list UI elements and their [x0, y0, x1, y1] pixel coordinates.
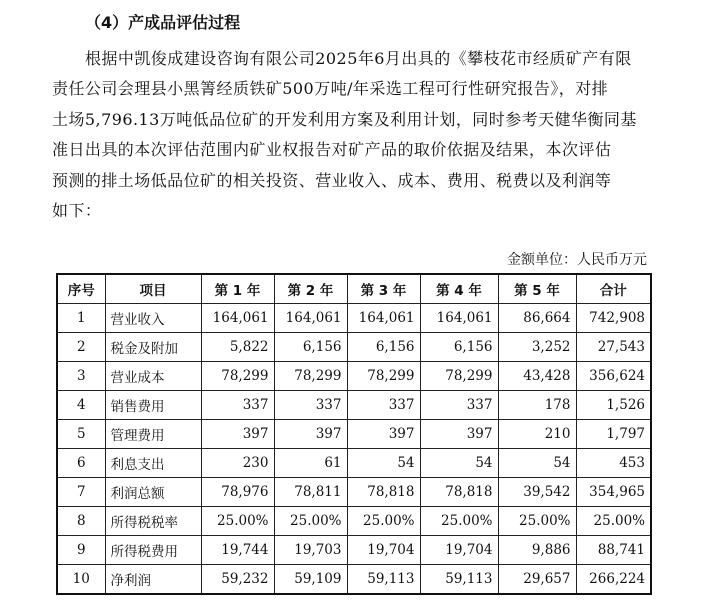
- row-number: 6: [57, 449, 105, 478]
- row-item-label: 营业成本: [105, 362, 201, 391]
- year-4-value: 78,818: [420, 478, 498, 507]
- unit-note: 金额单位：人民币万元: [507, 252, 647, 268]
- paragraph-line: 准日出具的本次评估范围内矿业权报告对矿产品的取价依据及结果，本次评估: [52, 140, 612, 160]
- year-4-value: 54: [420, 449, 498, 478]
- header-cell-year-5: 第 5 年: [498, 274, 576, 304]
- total-value: 356,624: [576, 362, 651, 391]
- year-2-value: 6,156: [274, 333, 347, 362]
- row-number: 1: [57, 304, 105, 333]
- year-4-value: 78,299: [420, 362, 498, 391]
- year-4-value: 337: [420, 391, 498, 420]
- forecast-table: [56, 273, 652, 595]
- row-item-label: 所得税税率: [105, 507, 201, 536]
- year-5-value: 54: [498, 449, 576, 478]
- year-3-value: 6,156: [347, 333, 420, 362]
- year-5-value: 25.00%: [498, 507, 576, 536]
- total-value: 25.00%: [576, 507, 651, 536]
- total-value: 453: [576, 449, 651, 478]
- year-3-value: 164,061: [347, 304, 420, 333]
- row-item-label: 所得税费用: [105, 536, 201, 565]
- year-2-value: 59,109: [274, 565, 347, 595]
- year-3-value: 337: [347, 391, 420, 420]
- total-value: 1,797: [576, 420, 651, 449]
- year-1-value: 59,232: [201, 565, 274, 595]
- table-row: [57, 420, 651, 449]
- header-cell-year-2: 第 2 年: [274, 274, 347, 304]
- year-2-value: 397: [274, 420, 347, 449]
- row-number: 2: [57, 333, 105, 362]
- row-number: 3: [57, 362, 105, 391]
- year-5-value: 9,886: [498, 536, 576, 565]
- year-5-value: 29,657: [498, 565, 576, 595]
- year-4-value: 19,704: [420, 536, 498, 565]
- year-2-value: 25.00%: [274, 507, 347, 536]
- paragraph-line: 预测的排土场低品位矿的相关投资、营业收入、成本、费用、税费以及利润等: [52, 170, 612, 190]
- table-row: [57, 507, 651, 536]
- table-header-row: [57, 274, 651, 304]
- table-row: [57, 536, 651, 565]
- year-4-value: 397: [420, 420, 498, 449]
- section-heading: （4）产成品评估过程: [85, 13, 241, 32]
- total-value: 266,224: [576, 565, 651, 595]
- year-2-value: 61: [274, 449, 347, 478]
- paragraph-line: 责任公司会理县小黑箐经质铁矿500万吨/年采选工程可行性研究报告》，对排: [52, 79, 609, 99]
- year-1-value: 78,976: [201, 478, 274, 507]
- table-row: [57, 565, 651, 595]
- table-row: [57, 391, 651, 420]
- row-number: 4: [57, 391, 105, 420]
- header-cell-year-3: 第 3 年: [347, 274, 420, 304]
- table-row: [57, 449, 651, 478]
- year-1-value: 337: [201, 391, 274, 420]
- row-number: 10: [57, 565, 105, 595]
- paragraph-line: 根据中凯俊成建设咨询有限公司2025年6月出具的《攀枝花市经质矿产有限: [85, 49, 632, 68]
- year-2-value: 337: [274, 391, 347, 420]
- year-2-value: 164,061: [274, 304, 347, 333]
- table-row: [57, 304, 651, 333]
- year-1-value: 78,299: [201, 362, 274, 391]
- row-item-label: 利息支出: [105, 449, 201, 478]
- year-2-value: 78,299: [274, 362, 347, 391]
- year-4-value: 6,156: [420, 333, 498, 362]
- row-item-label: 利润总额: [105, 478, 201, 507]
- year-1-value: 230: [201, 449, 274, 478]
- year-1-value: 164,061: [201, 304, 274, 333]
- year-3-value: 397: [347, 420, 420, 449]
- year-3-value: 54: [347, 449, 420, 478]
- total-value: 354,965: [576, 478, 651, 507]
- year-3-value: 19,704: [347, 536, 420, 565]
- row-item-label: 营业收入: [105, 304, 201, 333]
- header-cell-no: 序号: [57, 274, 105, 304]
- row-item-label: 税金及附加: [105, 333, 201, 362]
- table-row: [57, 478, 651, 507]
- paragraph-line: 土场5,796.13万吨低品位矿的开发利用方案及利用计划，同时参考天健华衡同基: [52, 109, 637, 129]
- year-4-value: 59,113: [420, 565, 498, 595]
- year-1-value: 5,822: [201, 333, 274, 362]
- year-5-value: 3,252: [498, 333, 576, 362]
- year-2-value: 78,811: [274, 478, 347, 507]
- year-5-value: 210: [498, 420, 576, 449]
- year-1-value: 25.00%: [201, 507, 274, 536]
- row-number: 7: [57, 478, 105, 507]
- year-5-value: 43,428: [498, 362, 576, 391]
- year-1-value: 397: [201, 420, 274, 449]
- row-item-label: 管理费用: [105, 420, 201, 449]
- header-cell-year-4: 第 4 年: [420, 274, 498, 304]
- year-3-value: 25.00%: [347, 507, 420, 536]
- year-5-value: 178: [498, 391, 576, 420]
- total-value: 27,543: [576, 333, 651, 362]
- total-value: 1,526: [576, 391, 651, 420]
- year-3-value: 78,299: [347, 362, 420, 391]
- year-3-value: 59,113: [347, 565, 420, 595]
- total-value: 88,741: [576, 536, 651, 565]
- year-4-value: 25.00%: [420, 507, 498, 536]
- year-3-value: 78,818: [347, 478, 420, 507]
- year-1-value: 19,744: [201, 536, 274, 565]
- header-cell-total: 合计: [576, 274, 651, 304]
- row-item-label: 销售费用: [105, 391, 201, 420]
- row-number: 8: [57, 507, 105, 536]
- row-item-label: 净利润: [105, 565, 201, 595]
- header-cell-item: 项目: [105, 274, 201, 304]
- header-cell-year-1: 第 1 年: [201, 274, 274, 304]
- table-row: [57, 333, 651, 362]
- intro-paragraph: [52, 44, 662, 226]
- total-value: 742,908: [576, 304, 651, 333]
- year-5-value: 39,542: [498, 478, 576, 507]
- year-5-value: 86,664: [498, 304, 576, 333]
- year-4-value: 164,061: [420, 304, 498, 333]
- table-row: [57, 362, 651, 391]
- row-number: 9: [57, 536, 105, 565]
- row-number: 5: [57, 420, 105, 449]
- paragraph-line: 如下：: [52, 201, 102, 221]
- year-2-value: 19,703: [274, 536, 347, 565]
